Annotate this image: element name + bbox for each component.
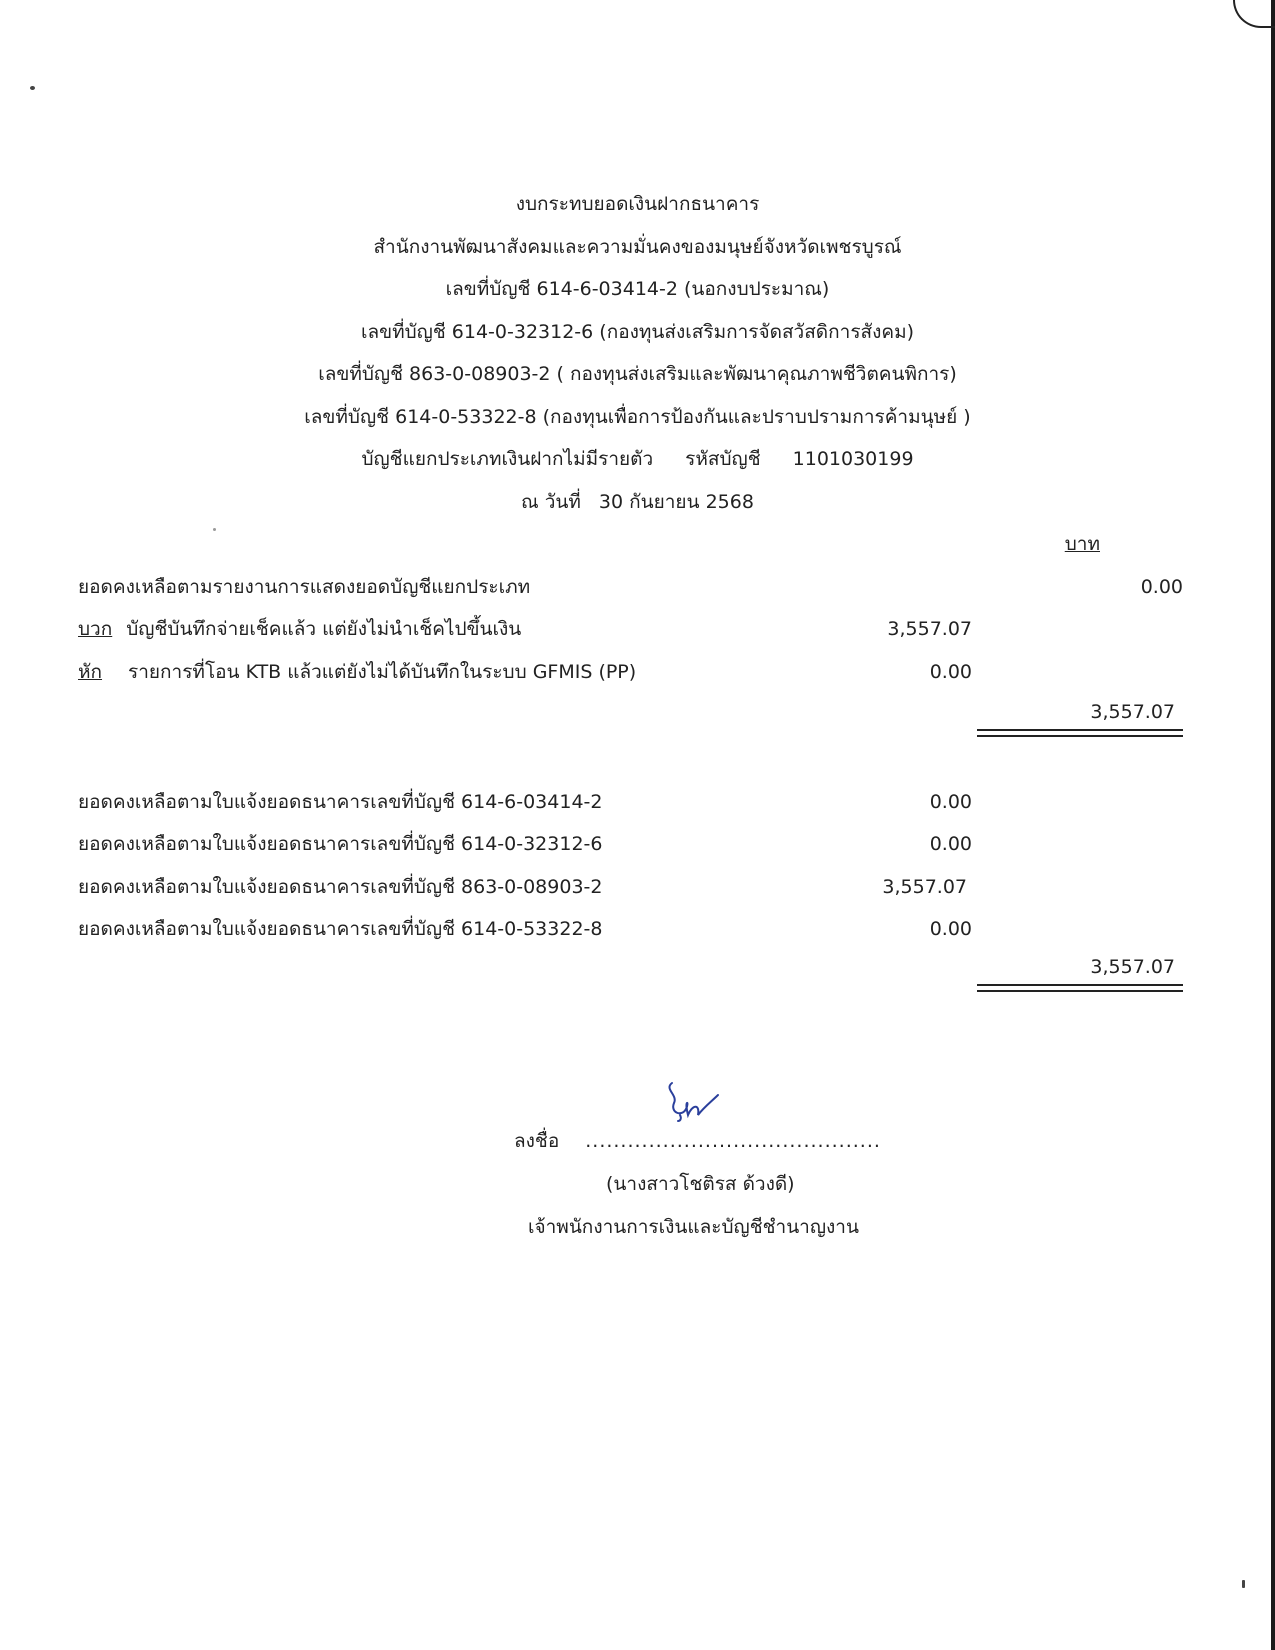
ledger-code: 1101030199	[792, 448, 914, 470]
less-value: 0.00	[929, 661, 972, 683]
org-name: สำนักงานพัฒนาสังคมและความมั่นคงของมนุษย์จังหวัดเพชรบูรณ์	[373, 236, 902, 258]
report-date: 30 กันยายน 2568	[598, 491, 754, 513]
section2-double-underline	[977, 984, 1183, 992]
ledger-balance-value: 0.00	[1140, 576, 1183, 598]
scan-speck	[213, 528, 216, 531]
bank-balance-row-label: ยอดคงเหลือตามใบแจ้งยอดธนาคารเลขที่บัญชี 614-6-03414-2	[78, 791, 603, 813]
account-line-3: เลขที่บัญชี 863-0-08903-2 ( กองทุนส่งเสริมและพัฒนาคุณภาพชีวิตคนพิการ)	[318, 363, 957, 385]
scan-corner	[1233, 0, 1275, 28]
bank-balance-row-label: ยอดคงเหลือตามใบแจ้งยอดธนาคารเลขที่บัญชี 863-0-08903-2	[78, 876, 603, 898]
doc-title: งบกระทบยอดเงินฝากธนาคาร	[515, 193, 760, 215]
signer-position: เจ้าพนักงานการเงินและบัญชีชำนาญงาน	[528, 1216, 859, 1238]
bank-balance-row-value: 3,557.07	[882, 876, 967, 898]
less-label: รายการที่โอน KTB แล้วแต่ยังไม่ได้บันทึกในระบบ GFMIS (PP)	[128, 661, 637, 683]
account-line-1: เลขที่บัญชี 614-6-03414-2 (นอกงบประมาณ)	[445, 278, 830, 300]
scan-speck	[1242, 1580, 1245, 1588]
add-label: บัญชีบันทึกจ่ายเช็คแล้ว แต่ยังไม่นำเช็คไปขึ้นเงิน	[126, 618, 522, 640]
bank-balance-row-label: ยอดคงเหลือตามใบแจ้งยอดธนาคารเลขที่บัญชี 614-0-32312-6	[78, 833, 603, 855]
sign-line	[514, 1129, 881, 1153]
ledger-balance-label: ยอดคงเหลือตามรายงานการแสดงยอดบัญชีแยกประเภท	[78, 576, 531, 598]
ledger-code-label: รหัสบัญชี	[685, 448, 761, 470]
signer-name: (นางสาวโชติรส ด้วงดี)	[606, 1173, 795, 1195]
add-prefix: บวก	[78, 618, 113, 640]
bank-balance-row-value: 0.00	[929, 791, 972, 813]
bank-balance-row-value: 0.00	[929, 918, 972, 940]
date-line	[0, 490, 1275, 514]
add-row	[78, 617, 521, 641]
less-row	[78, 660, 636, 684]
account-line-4: เลขที่บัญชี 614-0-53322-8 (กองทุนเพื่อการป้องกันและปราบปรามการค้ามนุษย์ )	[304, 406, 971, 428]
section2-total: 3,557.07	[1090, 956, 1175, 978]
sign-label: ลงชื่อ	[514, 1130, 560, 1152]
bank-balance-row-label: ยอดคงเหลือตามใบแจ้งยอดธนาคารเลขที่บัญชี 614-0-53322-8	[78, 918, 603, 940]
bank-balance-row-value: 0.00	[929, 833, 972, 855]
sign-dots: ..........................................	[585, 1130, 881, 1152]
add-value: 3,557.07	[887, 618, 972, 640]
ledger-type: บัญชีแยกประเภทเงินฝากไม่มีรายตัว	[361, 448, 654, 470]
scan-speck	[30, 86, 35, 90]
ledger-code-line	[0, 447, 1275, 471]
section1-total: 3,557.07	[1090, 701, 1175, 723]
less-prefix: หัก	[78, 661, 103, 683]
currency-unit: บาท	[1064, 533, 1100, 555]
account-line-2: เลขที่บัญชี 614-0-32312-6 (กองทุนส่งเสริมการจัดสวัสดิการสังคม)	[360, 321, 915, 343]
section1-double-underline	[977, 729, 1183, 737]
date-label: ณ วันที่	[521, 491, 581, 513]
handwritten-signature	[660, 1075, 730, 1135]
